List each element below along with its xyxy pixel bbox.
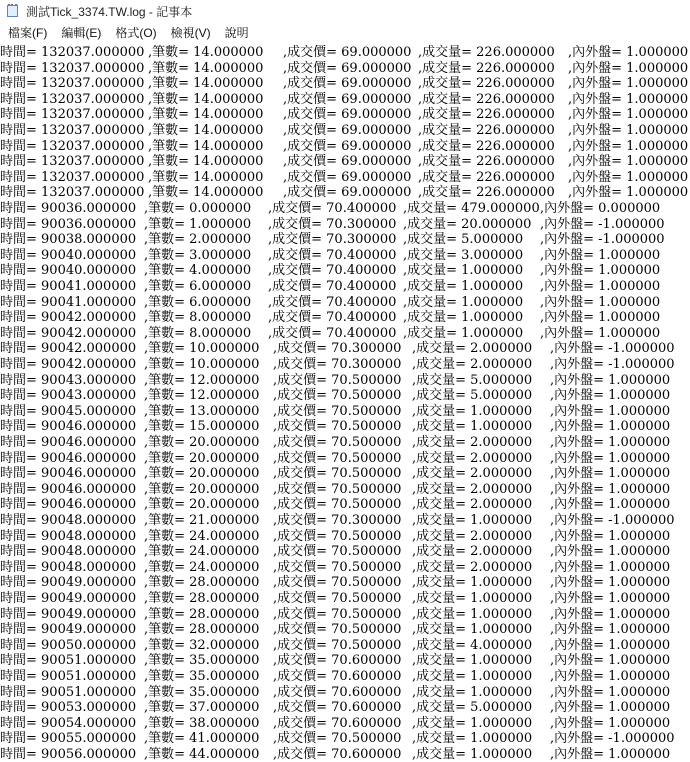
price-field: ,成交價= 69.000000 [283,169,412,185]
volume-field: ,成交量= 1.000000 [403,294,524,310]
volume-field: ,成交量= 1.000000 [403,279,524,294]
log-line [0,700,690,715]
count-field: ,筆數= 6.000000 [144,279,252,294]
side-field: ,內外盤= 1.000000 [568,107,689,123]
volume-field: ,成交量= 226.000000 [418,138,555,154]
time-field: 時間= 90046.000000 [0,466,137,482]
volume-field: ,成交量= 226.000000 [418,107,555,123]
volume-field: ,成交量= 2.000000 [412,481,533,497]
log-line [0,388,690,403]
price-field: ,成交價= 70.400000 [268,294,397,310]
volume-field: ,成交量= 226.000000 [418,60,555,76]
volume-field: ,成交量= 3.000000 [403,247,524,263]
log-line [0,607,690,622]
count-field: ,筆數= 28.000000 [144,622,260,638]
side-field: ,內外盤= 1.000000 [540,310,661,326]
price-field: ,成交價= 70.400000 [268,279,397,294]
count-field: ,筆數= 8.000000 [144,325,252,341]
price-field: ,成交價= 70.600000 [273,669,402,684]
side-field: ,內外盤= 1.000000 [568,138,689,154]
side-field: ,內外盤= 1.000000 [568,91,689,107]
volume-field: ,成交量= 1.000000 [412,669,533,684]
log-line [0,76,690,91]
log-line [0,435,690,450]
volume-field: ,成交量= 1.000000 [403,310,524,326]
price-field: ,成交價= 70.600000 [273,747,402,762]
text-editor-area[interactable] [0,44,690,762]
time-field: 時間= 90041.000000 [0,279,137,294]
count-field: ,筆數= 41.000000 [144,731,260,747]
log-line [0,482,690,497]
volume-field: ,成交量= 2.000000 [412,497,533,513]
count-field: ,筆數= 28.000000 [144,591,260,606]
time-field: 時間= 90050.000000 [0,637,137,653]
time-field: 時間= 90049.000000 [0,591,137,606]
count-field: ,筆數= 14.000000 [148,91,264,107]
price-field: ,成交價= 70.500000 [273,575,402,591]
menu-format[interactable]: 格式(O) [115,26,157,40]
side-field: ,內外盤= 1.000000 [550,747,671,762]
log-line [0,326,690,341]
volume-field: ,成交量= 1.000000 [412,513,533,528]
log-line [0,263,690,278]
time-field: 時間= 90054.000000 [0,715,137,731]
time-field: 時間= 132037.000000 [0,60,145,76]
side-field: ,內外盤= 1.000000 [550,669,671,684]
menu-bar [0,22,690,44]
price-field: ,成交價= 70.300000 [268,216,397,232]
time-field: 時間= 90053.000000 [0,700,137,716]
time-field: 時間= 90046.000000 [0,497,137,513]
price-field: ,成交價= 70.400000 [268,247,397,263]
price-field: ,成交價= 69.000000 [283,123,412,138]
time-field: 時間= 90046.000000 [0,419,137,435]
menu-view[interactable]: 檢視(V) [170,26,211,40]
count-field: ,筆數= 14.000000 [148,138,264,154]
count-field: ,筆數= 28.000000 [144,575,260,591]
side-field: ,內外盤= 1.000000 [568,123,689,138]
window-title: 測試Tick_3374.TW.log - 記事本 [26,4,193,19]
volume-field: ,成交量= 5.000000 [412,372,533,388]
log-line [0,575,690,590]
log-line [0,154,690,169]
side-field: ,內外盤= 0.000000 [540,201,661,216]
log-line [0,279,690,294]
side-field: ,內外盤= 1.000000 [568,45,689,60]
count-field: ,筆數= 13.000000 [144,403,260,419]
volume-field: ,成交量= 1.000000 [412,403,533,419]
log-line [0,123,690,138]
menu-file[interactable]: 檔案(F) [8,26,48,40]
time-field: 時間= 132037.000000 [0,154,145,170]
side-field: ,內外盤= 1.000000 [550,497,671,513]
time-field: 時間= 90055.000000 [0,731,137,747]
log-line [0,513,690,528]
time-field: 時間= 90049.000000 [0,575,137,591]
side-field: ,內外盤= 1.000000 [550,559,671,575]
time-field: 時間= 132037.000000 [0,169,145,185]
side-field: ,內外盤= -1.000000 [540,216,665,232]
count-field: ,筆數= 4.000000 [144,263,252,279]
time-field: 時間= 90043.000000 [0,372,137,388]
time-field: 時間= 90046.000000 [0,450,137,466]
time-field: 時間= 90048.000000 [0,544,137,560]
count-field: ,筆數= 12.000000 [144,388,260,404]
side-field: ,內外盤= 1.000000 [550,419,671,435]
side-field: ,內外盤= 1.000000 [550,466,671,482]
count-field: ,筆數= 14.000000 [148,60,264,76]
log-line [0,45,690,60]
log-line [0,747,690,762]
price-field: ,成交價= 70.500000 [273,388,402,404]
count-field: ,筆數= 10.000000 [144,341,260,357]
time-field: 時間= 90041.000000 [0,294,137,310]
side-field: ,內外盤= 1.000000 [540,263,661,279]
volume-field: ,成交量= 479.000000 [403,201,540,216]
side-field: ,內外盤= 1.000000 [550,622,671,638]
time-field: 時間= 90046.000000 [0,481,137,497]
time-field: 時間= 90036.000000 [0,216,137,232]
side-field: ,內外盤= -1.000000 [550,341,675,357]
price-field: ,成交價= 70.500000 [273,591,402,606]
volume-field: ,成交量= 226.000000 [418,45,555,60]
volume-field: ,成交量= 2.000000 [412,466,533,482]
volume-field: ,成交量= 226.000000 [418,169,555,185]
price-field: ,成交價= 70.500000 [273,466,402,482]
side-field: ,內外盤= 1.000000 [550,372,671,388]
menu-help[interactable]: 說明 [224,26,249,40]
volume-field: ,成交量= 2.000000 [412,341,533,357]
log-line [0,716,690,731]
price-field: ,成交價= 70.500000 [273,481,402,497]
price-field: ,成交價= 70.500000 [273,435,402,450]
side-field: ,內外盤= 1.000000 [550,403,671,419]
count-field: ,筆數= 21.000000 [144,513,260,528]
time-field: 時間= 132037.000000 [0,123,145,138]
time-field: 時間= 90048.000000 [0,559,137,575]
price-field: ,成交價= 70.400000 [268,201,397,216]
volume-field: ,成交量= 1.000000 [412,715,533,731]
time-field: 時間= 90040.000000 [0,247,137,263]
price-field: ,成交價= 70.500000 [273,497,402,513]
count-field: ,筆數= 14.000000 [148,154,264,170]
side-field: ,內外盤= 1.000000 [550,575,671,591]
log-line [0,373,690,388]
log-line [0,544,690,559]
count-field: ,筆數= 24.000000 [144,544,260,560]
log-line [0,232,690,247]
volume-field: ,成交量= 1.000000 [412,606,533,622]
side-field: ,內外盤= 1.000000 [568,76,689,92]
volume-field: ,成交量= 2.000000 [412,357,533,372]
log-line [0,310,690,325]
side-field: ,內外盤= 1.000000 [550,544,671,560]
volume-field: ,成交量= 2.000000 [412,435,533,450]
side-field: ,內外盤= 1.000000 [568,185,689,201]
volume-field: ,成交量= 226.000000 [418,185,555,201]
log-line [0,295,690,310]
time-field: 時間= 90036.000000 [0,201,137,216]
log-line [0,139,690,154]
side-field: ,內外盤= 1.000000 [550,715,671,731]
volume-field: ,成交量= 20.000000 [403,216,532,232]
count-field: ,筆數= 37.000000 [144,700,260,716]
log-line [0,731,690,746]
side-field: ,內外盤= 1.000000 [550,637,671,653]
log-line [0,560,690,575]
count-field: ,筆數= 8.000000 [144,310,252,326]
volume-field: ,成交量= 5.000000 [412,700,533,716]
volume-field: ,成交量= 2.000000 [412,544,533,560]
time-field: 時間= 90042.000000 [0,357,137,372]
side-field: ,內外盤= 1.000000 [550,528,671,544]
price-field: ,成交價= 69.000000 [283,154,412,170]
time-field: 時間= 90051.000000 [0,684,137,700]
volume-field: ,成交量= 1.000000 [403,263,524,279]
side-field: ,內外盤= -1.000000 [540,232,665,248]
volume-field: ,成交量= 5.000000 [412,388,533,404]
price-field: ,成交價= 69.000000 [283,76,412,92]
log-line [0,653,690,668]
time-field: 時間= 90056.000000 [0,747,137,762]
volume-field: ,成交量= 1.000000 [412,731,533,747]
side-field: ,內外盤= 1.000000 [550,606,671,622]
volume-field: ,成交量= 1.000000 [412,419,533,435]
price-field: ,成交價= 69.000000 [283,185,412,201]
volume-field: ,成交量= 1.000000 [412,591,533,606]
count-field: ,筆數= 44.000000 [144,747,260,762]
count-field: ,筆數= 0.000000 [144,201,252,216]
count-field: ,筆數= 14.000000 [148,76,264,92]
side-field: ,內外盤= 1.000000 [550,450,671,466]
volume-field: ,成交量= 226.000000 [418,154,555,170]
log-line [0,248,690,263]
volume-field: ,成交量= 1.000000 [412,684,533,700]
volume-field: ,成交量= 4.000000 [412,637,533,653]
side-field: ,內外盤= 1.000000 [550,388,671,404]
time-field: 時間= 132037.000000 [0,45,145,60]
count-field: ,筆數= 35.000000 [144,653,260,669]
time-field: 時間= 132037.000000 [0,91,145,107]
count-field: ,筆數= 20.000000 [144,466,260,482]
time-field: 時間= 90042.000000 [0,310,137,326]
count-field: ,筆數= 20.000000 [144,450,260,466]
side-field: ,內外盤= 1.000000 [568,169,689,185]
count-field: ,筆數= 20.000000 [144,481,260,497]
log-line [0,622,690,637]
side-field: ,內外盤= 1.000000 [550,684,671,700]
volume-field: ,成交量= 1.000000 [412,747,533,762]
count-field: ,筆數= 38.000000 [144,715,260,731]
time-field: 時間= 90040.000000 [0,263,137,279]
log-line [0,341,690,356]
time-field: 時間= 132037.000000 [0,138,145,154]
price-field: ,成交價= 70.600000 [273,653,402,669]
price-field: ,成交價= 70.300000 [268,232,397,248]
log-line [0,92,690,107]
price-field: ,成交價= 70.500000 [273,559,402,575]
time-field: 時間= 90051.000000 [0,669,137,684]
volume-field: ,成交量= 1.000000 [412,622,533,638]
side-field: ,內外盤= -1.000000 [550,731,675,747]
price-field: ,成交價= 70.500000 [273,403,402,419]
count-field: ,筆數= 20.000000 [144,497,260,513]
time-field: 時間= 90042.000000 [0,341,137,357]
log-line [0,591,690,606]
log-line [0,685,690,700]
time-field: 時間= 90048.000000 [0,528,137,544]
log-line [0,451,690,466]
price-field: ,成交價= 70.600000 [273,684,402,700]
price-field: ,成交價= 69.000000 [283,107,412,123]
volume-field: ,成交量= 1.000000 [412,653,533,669]
volume-field: ,成交量= 2.000000 [412,528,533,544]
count-field: ,筆數= 35.000000 [144,684,260,700]
time-field: 時間= 90051.000000 [0,653,137,669]
price-field: ,成交價= 70.500000 [273,622,402,638]
price-field: ,成交價= 70.500000 [273,637,402,653]
side-field: ,內外盤= 1.000000 [540,294,661,310]
price-field: ,成交價= 69.000000 [283,60,412,76]
side-field: ,內外盤= 1.000000 [568,154,689,170]
log-line [0,170,690,185]
price-field: ,成交價= 70.500000 [273,606,402,622]
price-field: ,成交價= 70.300000 [273,513,402,528]
count-field: ,筆數= 1.000000 [144,216,252,232]
side-field: ,內外盤= 1.000000 [550,481,671,497]
time-field: 時間= 90046.000000 [0,435,137,450]
side-field: ,內外盤= 1.000000 [550,435,671,450]
log-line [0,497,690,512]
count-field: ,筆數= 32.000000 [144,637,260,653]
price-field: ,成交價= 70.300000 [273,357,402,372]
time-field: 時間= 132037.000000 [0,107,145,123]
side-field: ,內外盤= 1.000000 [568,60,689,76]
log-line [0,529,690,544]
volume-field: ,成交量= 226.000000 [418,91,555,107]
notepad-icon [6,4,20,18]
price-field: ,成交價= 69.000000 [283,91,412,107]
side-field: ,內外盤= -1.000000 [550,357,675,372]
time-field: 時間= 132037.000000 [0,185,145,201]
volume-field: ,成交量= 2.000000 [412,559,533,575]
count-field: ,筆數= 3.000000 [144,247,252,263]
volume-field: ,成交量= 1.000000 [412,575,533,591]
log-line [0,357,690,372]
side-field: ,內外盤= 1.000000 [540,247,661,263]
volume-field: ,成交量= 2.000000 [412,450,533,466]
count-field: ,筆數= 24.000000 [144,559,260,575]
side-field: ,內外盤= 1.000000 [540,325,661,341]
side-field: ,內外盤= 1.000000 [550,591,671,606]
count-field: ,筆數= 14.000000 [148,185,264,201]
time-field: 時間= 90043.000000 [0,388,137,404]
price-field: ,成交價= 70.500000 [273,419,402,435]
count-field: ,筆數= 10.000000 [144,357,260,372]
log-line [0,638,690,653]
price-field: ,成交價= 70.400000 [268,310,397,326]
time-field: 時間= 90049.000000 [0,622,137,638]
price-field: ,成交價= 70.400000 [268,263,397,279]
log-line [0,201,690,216]
time-field: 時間= 90048.000000 [0,513,137,528]
price-field: ,成交價= 70.400000 [268,325,397,341]
count-field: ,筆數= 28.000000 [144,606,260,622]
volume-field: ,成交量= 226.000000 [418,76,555,92]
volume-field: ,成交量= 226.000000 [418,123,555,138]
time-field: 時間= 90038.000000 [0,232,137,248]
menu-edit[interactable]: 編輯(E) [61,26,102,40]
count-field: ,筆數= 24.000000 [144,528,260,544]
time-field: 時間= 90042.000000 [0,325,137,341]
title-bar[interactable] [0,0,690,22]
volume-field: ,成交量= 1.000000 [403,325,524,341]
count-field: ,筆數= 14.000000 [148,107,264,123]
price-field: ,成交價= 70.500000 [273,372,402,388]
price-field: ,成交價= 70.500000 [273,528,402,544]
price-field: ,成交價= 70.500000 [273,731,402,747]
count-field: ,筆數= 35.000000 [144,669,260,684]
price-field: ,成交價= 70.300000 [273,341,402,357]
log-line [0,185,690,200]
volume-field: ,成交量= 5.000000 [403,232,524,248]
log-line [0,61,690,76]
log-line [0,669,690,684]
side-field: ,內外盤= 1.000000 [550,700,671,716]
count-field: ,筆數= 2.000000 [144,232,252,248]
count-field: ,筆數= 12.000000 [144,372,260,388]
side-field: ,內外盤= 1.000000 [550,653,671,669]
price-field: ,成交價= 70.500000 [273,544,402,560]
log-line [0,466,690,481]
count-field: ,筆數= 14.000000 [148,45,264,60]
side-field: ,內外盤= 1.000000 [540,279,661,294]
count-field: ,筆數= 14.000000 [148,123,264,138]
log-line [0,107,690,122]
count-field: ,筆數= 14.000000 [148,169,264,185]
price-field: ,成交價= 70.600000 [273,700,402,716]
time-field: 時間= 132037.000000 [0,76,145,92]
time-field: 時間= 90045.000000 [0,403,137,419]
count-field: ,筆數= 6.000000 [144,294,252,310]
log-line [0,217,690,232]
price-field: ,成交價= 70.600000 [273,715,402,731]
time-field: 時間= 90049.000000 [0,606,137,622]
log-line [0,419,690,434]
price-field: ,成交價= 70.500000 [273,450,402,466]
log-line [0,404,690,419]
count-field: ,筆數= 20.000000 [144,435,260,450]
count-field: ,筆數= 15.000000 [144,419,260,435]
side-field: ,內外盤= -1.000000 [550,513,675,528]
price-field: ,成交價= 69.000000 [283,138,412,154]
price-field: ,成交價= 69.000000 [283,45,412,60]
